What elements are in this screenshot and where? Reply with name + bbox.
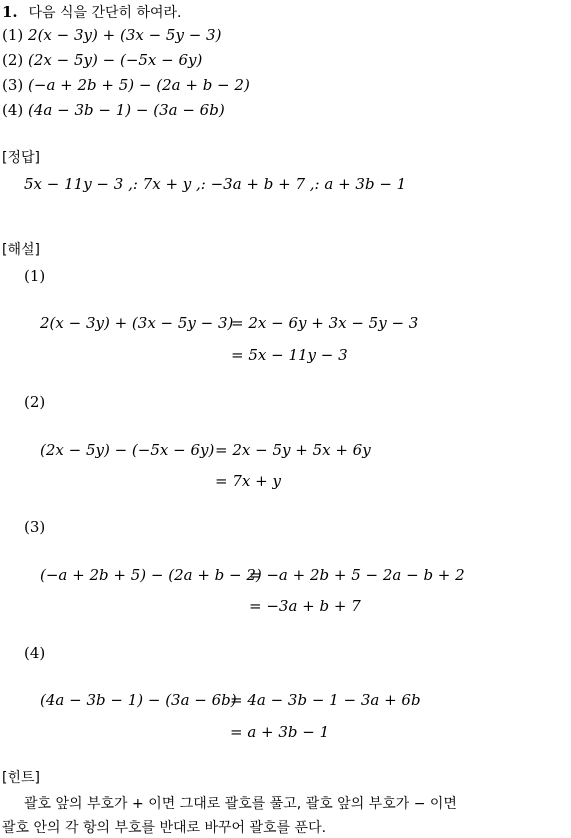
hint-heading: [힌트] <box>2 770 40 786</box>
solution-part-4-step2: = a + 3b − 1 <box>230 723 330 741</box>
solution-part-3-lhs: (−a + 2b + 5) − (2a + b − 2) <box>40 566 262 584</box>
solution-part-4-lhs: (4a − 3b − 1) − (3a − 6b) <box>40 691 237 709</box>
solution-part-label: (4) <box>24 644 46 662</box>
problem-item-1: (1) 2(x − 3y) + (3x − 5y − 3) <box>2 26 222 44</box>
hint-text-line1: 괄호 앞의 부호가 + 이면 그대로 괄호를 풀고, 괄호 앞의 부호가 − 이면 <box>24 796 457 812</box>
solution-heading: [해설] <box>2 242 40 258</box>
solution-part-2-step1: = 2x − 5y + 5x + 6y <box>215 441 371 459</box>
solution-part-3-step1: = −a + 2b + 5 − 2a − b + 2 <box>249 566 465 584</box>
solution-part-4-step1: = 4a − 3b − 1 − 3a + 6b <box>230 691 421 709</box>
solution-part-label: (2) <box>24 393 46 411</box>
problem-header <box>2 2 182 23</box>
solution-part-2-step2: = 7x + y <box>215 472 281 490</box>
problem-item-expr: (4a − 3b − 1) − (3a − 6b) <box>28 101 225 119</box>
solution-part-1-step2: = 5x − 11y − 3 <box>231 346 348 364</box>
solution-part-1-step1: = 2x − 6y + 3x − 5y − 3 <box>231 314 419 332</box>
solution-part-3-step2: = −3a + b + 7 <box>249 597 361 615</box>
solution-part-label: (1) <box>24 267 46 285</box>
problem-number: 1. <box>2 3 18 21</box>
problem-item-expr: 2(x − 3y) + (3x − 5y − 3) <box>28 26 222 44</box>
problem-item-4: (4) (4a − 3b − 1) − (3a − 6b) <box>2 101 225 119</box>
problem-instruction: 다음 식을 간단히 하여라. <box>28 5 182 21</box>
answer-heading: [정답] <box>2 150 40 166</box>
problem-item-3: (3) (−a + 2b + 5) − (2a + b − 2) <box>2 76 250 94</box>
answer-text: 5x − 11y − 3 ,: 7x + y ,: −3a + b + 7 ,: a + 3b − 1 <box>24 175 407 193</box>
solution-part-1-lhs: 2(x − 3y) + (3x − 5y − 3) <box>40 314 234 332</box>
problem-item-expr: (2x − 5y) − (−5x − 6y) <box>28 51 203 69</box>
problem-item-2: (2) (2x − 5y) − (−5x − 6y) <box>2 51 203 69</box>
solution-part-2-lhs: (2x − 5y) − (−5x − 6y) <box>40 441 215 459</box>
hint-text-line2: 괄호 안의 각 항의 부호를 반대로 바꾸어 괄호를 푼다. <box>2 820 327 836</box>
problem-item-expr: (−a + 2b + 5) − (2a + b − 2) <box>28 76 250 94</box>
solution-part-label: (3) <box>24 518 46 536</box>
